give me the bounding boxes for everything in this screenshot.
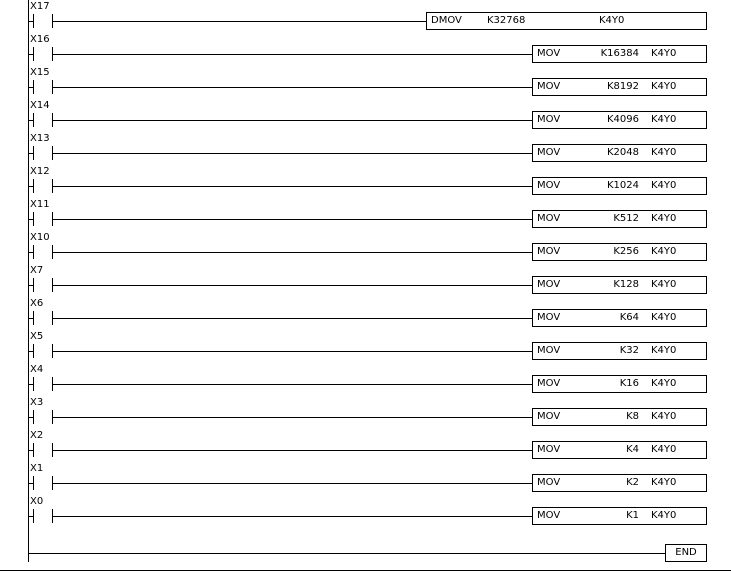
instruction-arg1: K16384 bbox=[600, 48, 639, 59]
contact-x2[interactable] bbox=[33, 443, 53, 457]
rung-wire-12b bbox=[53, 384, 532, 385]
contact-label-x17: X17 bbox=[30, 1, 50, 12]
instruction-arg2: K4Y0 bbox=[651, 147, 677, 158]
contact-x11[interactable] bbox=[33, 212, 53, 226]
rung-wire-15b bbox=[53, 483, 532, 484]
rung-wire-9b bbox=[53, 285, 532, 286]
contact-bar-left bbox=[33, 476, 34, 490]
instruction-opcode: MOV bbox=[537, 477, 561, 488]
instruction-opcode: MOV bbox=[537, 411, 561, 422]
rung-wire-3b bbox=[53, 87, 532, 88]
instruction-arg1: K8 bbox=[626, 411, 639, 422]
instruction-arg1: K128 bbox=[613, 279, 639, 290]
rung-wire-3a bbox=[28, 87, 33, 88]
contact-bar-left bbox=[33, 377, 34, 391]
rung-wire-7b bbox=[53, 219, 532, 220]
rung-wire-4b bbox=[53, 120, 532, 121]
rung-wire-10a bbox=[28, 318, 33, 319]
instruction-opcode: MOV bbox=[537, 147, 561, 158]
instruction-box-mov-k128[interactable] bbox=[532, 276, 707, 294]
contact-x12[interactable] bbox=[33, 179, 53, 193]
contact-x13[interactable] bbox=[33, 146, 53, 160]
contact-bar-left bbox=[33, 443, 34, 457]
contact-label-x16: X16 bbox=[30, 34, 50, 45]
rung-wire-14b bbox=[53, 450, 532, 451]
instruction-arg2: K4Y0 bbox=[651, 213, 677, 224]
instruction-box-mov-k16[interactable] bbox=[532, 375, 707, 393]
contact-bar-left bbox=[33, 146, 34, 160]
instruction-opcode: MOV bbox=[537, 246, 561, 257]
instruction-box-mov-k1[interactable] bbox=[532, 507, 707, 525]
instruction-arg1: K32 bbox=[619, 345, 639, 356]
instruction-arg1: K4096 bbox=[606, 114, 639, 125]
contact-label-x12: X12 bbox=[30, 166, 50, 177]
instruction-box-mov-k256[interactable] bbox=[532, 243, 707, 261]
instruction-box-mov-k4[interactable] bbox=[532, 441, 707, 459]
instruction-arg2: K4Y0 bbox=[651, 312, 677, 323]
instruction-arg1: K1 bbox=[626, 510, 639, 521]
rung-wire-14a bbox=[28, 450, 33, 451]
instruction-arg2: K4Y0 bbox=[651, 246, 677, 257]
rung-wire-12a bbox=[28, 384, 33, 385]
instruction-arg2: K4Y0 bbox=[651, 114, 677, 125]
left-power-rail bbox=[28, 0, 29, 562]
rung-wire-1a bbox=[28, 21, 33, 22]
contact-label-x4: X4 bbox=[30, 364, 44, 375]
instruction-arg1: K64 bbox=[619, 312, 639, 323]
rung-wire-6b bbox=[53, 186, 532, 187]
instruction-box-mov-k8192[interactable] bbox=[532, 78, 707, 96]
contact-label-x11: X11 bbox=[30, 199, 50, 210]
instruction-arg2: K4Y0 bbox=[651, 345, 677, 356]
instruction-opcode: MOV bbox=[537, 180, 561, 191]
instruction-opcode: MOV bbox=[537, 279, 561, 290]
instruction-opcode: MOV bbox=[537, 114, 561, 125]
contact-bar-left bbox=[33, 278, 34, 292]
instruction-box-dmov-k32768[interactable] bbox=[426, 12, 707, 30]
instruction-arg1: K4 bbox=[626, 444, 639, 455]
contact-x16[interactable] bbox=[33, 47, 53, 61]
instruction-arg1: K8192 bbox=[606, 81, 639, 92]
instruction-arg2: K4Y0 bbox=[651, 411, 677, 422]
rung-wire-13b bbox=[53, 417, 532, 418]
contact-bar-left bbox=[33, 14, 34, 28]
contact-x10[interactable] bbox=[33, 245, 53, 259]
instruction-box-mov-k512[interactable] bbox=[532, 210, 707, 228]
contact-label-x1: X1 bbox=[30, 463, 44, 474]
instruction-opcode: MOV bbox=[537, 48, 561, 59]
instruction-box-mov-k2048[interactable] bbox=[532, 144, 707, 162]
rung-wire-8b bbox=[53, 252, 532, 253]
instruction-box-mov-k64[interactable] bbox=[532, 309, 707, 327]
rung-wire-15a bbox=[28, 483, 33, 484]
instruction-box-mov-k32[interactable] bbox=[532, 342, 707, 360]
contact-bar-left bbox=[33, 311, 34, 325]
instruction-box-mov-k8[interactable] bbox=[532, 408, 707, 426]
rung-wire-6a bbox=[28, 186, 33, 187]
contact-x6[interactable] bbox=[33, 311, 53, 325]
instruction-arg2: K4Y0 bbox=[651, 180, 677, 191]
contact-bar-left bbox=[33, 212, 34, 226]
instruction-box-mov-k1024[interactable] bbox=[532, 177, 707, 195]
rung-wire-16a bbox=[28, 516, 33, 517]
program-bottom-divider bbox=[0, 570, 731, 571]
rung-wire-11b bbox=[53, 351, 532, 352]
rung-wire-16b bbox=[53, 516, 532, 517]
instruction-arg1: K512 bbox=[613, 213, 639, 224]
instruction-opcode: MOV bbox=[537, 213, 561, 224]
contact-label-x0: X0 bbox=[30, 496, 44, 507]
rung-wire-4a bbox=[28, 120, 33, 121]
contact-x14[interactable] bbox=[33, 113, 53, 127]
instruction-box-mov-k2[interactable] bbox=[532, 474, 707, 492]
rung-wire-9a bbox=[28, 285, 33, 286]
instruction-arg2: K4Y0 bbox=[651, 279, 677, 290]
rung-wire-5a bbox=[28, 153, 33, 154]
contact-label-x7: X7 bbox=[30, 265, 44, 276]
contact-bar-left bbox=[33, 245, 34, 259]
contact-label-x6: X6 bbox=[30, 298, 44, 309]
instruction-arg1: K2 bbox=[626, 477, 639, 488]
rung-wire-7a bbox=[28, 219, 33, 220]
rung-wire-11a bbox=[28, 351, 33, 352]
contact-label-x14: X14 bbox=[30, 100, 50, 111]
contact-x17[interactable] bbox=[33, 14, 53, 28]
instruction-opcode: MOV bbox=[537, 81, 561, 92]
contact-x4[interactable] bbox=[33, 377, 53, 391]
contact-label-x10: X10 bbox=[30, 232, 50, 243]
contact-label-x2: X2 bbox=[30, 430, 44, 441]
instruction-arg1: K256 bbox=[613, 246, 639, 257]
instruction-opcode: MOV bbox=[537, 312, 561, 323]
rung-wire-end bbox=[28, 553, 665, 554]
contact-label-x15: X15 bbox=[30, 67, 50, 78]
rung-wire-13a bbox=[28, 417, 33, 418]
rung-wire-1b bbox=[53, 21, 426, 22]
contact-bar-left bbox=[33, 113, 34, 127]
instruction-box-mov-k4096[interactable] bbox=[532, 111, 707, 129]
instruction-opcode: MOV bbox=[537, 345, 561, 356]
contact-x3[interactable] bbox=[33, 410, 53, 424]
instruction-arg1: K2048 bbox=[606, 147, 639, 158]
instruction-arg2: K4Y0 bbox=[651, 81, 677, 92]
instruction-opcode: MOV bbox=[537, 378, 561, 389]
rung-wire-2a bbox=[28, 54, 33, 55]
contact-x7[interactable] bbox=[33, 278, 53, 292]
contact-bar-left bbox=[33, 344, 34, 358]
instruction-opcode: MOV bbox=[537, 510, 561, 521]
instruction-box-end[interactable] bbox=[665, 544, 707, 562]
instruction-arg2: K4Y0 bbox=[651, 444, 677, 455]
contact-label-x3: X3 bbox=[30, 397, 44, 408]
instruction-arg2: K4Y0 bbox=[651, 48, 677, 59]
contact-label-x13: X13 bbox=[30, 133, 50, 144]
instruction-opcode: MOV bbox=[537, 444, 561, 455]
contact-bar-left bbox=[33, 80, 34, 94]
instruction-arg2: K4Y0 bbox=[651, 510, 677, 521]
instruction-arg1: K32768 bbox=[487, 15, 526, 26]
contact-x0[interactable] bbox=[33, 509, 53, 523]
instruction-arg2: K4Y0 bbox=[651, 477, 677, 488]
instruction-opcode: DMOV bbox=[431, 15, 462, 26]
contact-bar-left bbox=[33, 410, 34, 424]
contact-x15[interactable] bbox=[33, 80, 53, 94]
instruction-opcode: END bbox=[675, 547, 697, 558]
rung-wire-2b bbox=[53, 54, 532, 55]
rung-wire-8a bbox=[28, 252, 33, 253]
instruction-arg2: K4Y0 bbox=[599, 15, 625, 26]
contact-x5[interactable] bbox=[33, 344, 53, 358]
contact-label-x5: X5 bbox=[30, 331, 44, 342]
instruction-box-mov-k16384[interactable] bbox=[532, 45, 707, 63]
instruction-arg1: K1024 bbox=[606, 180, 639, 191]
instruction-arg1: K16 bbox=[619, 378, 639, 389]
instruction-arg2: K4Y0 bbox=[651, 378, 677, 389]
contact-bar-left bbox=[33, 509, 34, 523]
rung-wire-10b bbox=[53, 318, 532, 319]
contact-bar-left bbox=[33, 179, 34, 193]
rung-wire-5b bbox=[53, 153, 532, 154]
contact-bar-left bbox=[33, 47, 34, 61]
contact-x1[interactable] bbox=[33, 476, 53, 490]
